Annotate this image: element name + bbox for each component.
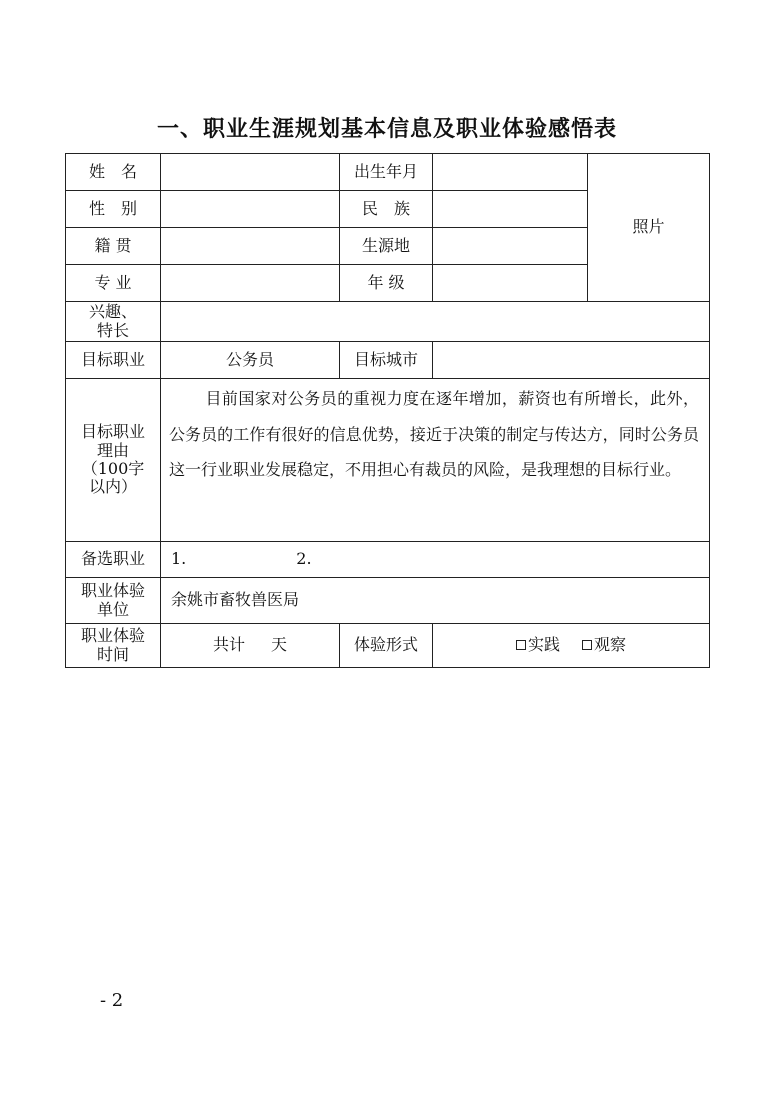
field-target-job[interactable]: 公务员 [161, 342, 340, 379]
photo-area[interactable]: 照片 [588, 154, 710, 302]
field-alternative[interactable] [161, 542, 710, 578]
field-target-city[interactable] [433, 342, 710, 379]
label-ethnicity: 民 族 [340, 191, 433, 228]
field-interests[interactable] [161, 302, 710, 342]
field-exp-time[interactable] [161, 624, 340, 668]
row-interests [66, 302, 710, 342]
field-grade[interactable] [433, 265, 588, 302]
label-target-city: 目标城市 [340, 342, 433, 379]
checkbox-practice[interactable] [516, 640, 526, 650]
field-name[interactable] [161, 154, 340, 191]
label-exp-time: 职业体验时间 [66, 624, 161, 668]
label-exp-form: 体验形式 [340, 624, 433, 668]
label-reason: 目标职业理由（100字以内） [66, 379, 161, 542]
label-exp-unit: 职业体验单位 [66, 578, 161, 624]
label-major: 专 业 [66, 265, 161, 302]
label-gender: 性 别 [66, 191, 161, 228]
total-unit: 天 [271, 635, 288, 655]
alt-item-1: 1. [171, 549, 187, 569]
alt-item-2: 2. [296, 549, 312, 569]
field-ethnicity[interactable] [433, 191, 588, 228]
reason-text: 目前国家对公务员的重视力度在逐年增加，薪资也有所增长，此外，公务员的工作有很好的信息优势，接近于决策的制定与传达方，同时公务员这一行业职业发展稳定，不用担心有裁员的风险，是我理想的目标行业。 [169, 389, 699, 479]
label-native-place: 籍 贯 [66, 228, 161, 265]
page-number: - 2 [100, 990, 124, 1011]
field-exp-unit[interactable]: 余姚市畜牧兽医局 [161, 578, 710, 624]
field-gender[interactable] [161, 191, 340, 228]
label-alternative: 备选职业 [66, 542, 161, 578]
row-reason [66, 379, 710, 542]
field-reason[interactable] [161, 379, 710, 542]
label-interests: 兴趣、特长 [66, 302, 161, 342]
option-observe-label: 观察 [594, 635, 627, 655]
field-origin[interactable] [433, 228, 588, 265]
row-alternative [66, 542, 710, 578]
field-native-place[interactable] [161, 228, 340, 265]
career-info-table [65, 153, 710, 668]
row-exp-time [66, 624, 710, 668]
label-origin: 生源地 [340, 228, 433, 265]
row-target-job [66, 342, 710, 379]
checkbox-observe[interactable] [582, 640, 592, 650]
field-birth[interactable] [433, 154, 588, 191]
row-name [66, 154, 710, 191]
label-grade: 年 级 [340, 265, 433, 302]
label-birth: 出生年月 [340, 154, 433, 191]
field-exp-form [433, 624, 710, 668]
label-target-job: 目标职业 [66, 342, 161, 379]
label-name: 姓 名 [66, 154, 161, 191]
form-title: 一、职业生涯规划基本信息及职业体验感悟表 [156, 117, 617, 142]
option-practice-label: 实践 [527, 635, 560, 655]
row-exp-unit [66, 578, 710, 624]
total-prefix: 共计 [212, 635, 245, 655]
field-major[interactable] [161, 265, 340, 302]
